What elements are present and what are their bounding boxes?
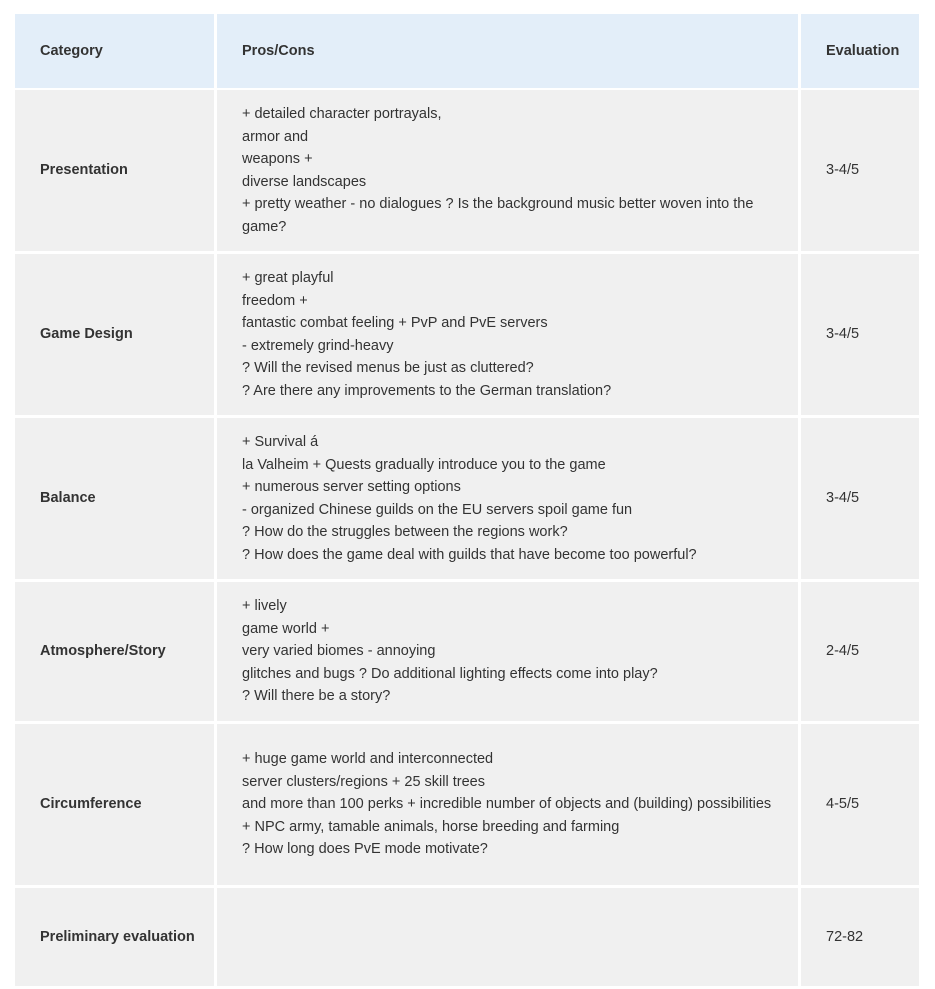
- category-cell: Presentation: [15, 90, 214, 254]
- pros-cons-line: very varied biomes - annoying: [242, 643, 436, 660]
- pros-cons-line: + NPC army, tamable animals, horse breeding and farming: [242, 818, 620, 835]
- pros-cons-cell: [214, 888, 798, 989]
- evaluation-cell: 4-5/5: [798, 724, 919, 888]
- pros-cons-line: weapons +: [242, 151, 313, 167]
- evaluation-cell: 72-82: [798, 888, 919, 989]
- category-cell: Game Design: [15, 254, 214, 418]
- pros-cons-line: + great playful: [242, 270, 334, 286]
- pros-cons-line: - extremely grind-heavy: [242, 337, 394, 354]
- pros-cons-line: ? How long does PvE mode motivate?: [242, 841, 488, 858]
- pros-cons-line: ? Will there be a story?: [242, 688, 391, 705]
- category-cell: Preliminary evaluation: [15, 888, 214, 989]
- pros-cons-line: + lively: [242, 598, 287, 615]
- pros-cons-line: ? How does the game deal with guilds that have become too powerful?: [242, 546, 697, 563]
- header-pros-cons: Pros/Cons: [214, 14, 798, 90]
- pros-cons-line: glitches and bugs ? Do additional lighting effects come into play?: [242, 665, 658, 682]
- evaluation-cell: 3-4/5: [798, 90, 919, 254]
- evaluation-cell: 2-4/5: [798, 582, 919, 724]
- pros-cons-line: diverse landscapes: [242, 173, 367, 190]
- table-row: [15, 254, 919, 418]
- pros-cons-line: freedom +: [242, 292, 308, 309]
- pros-cons-line: + pretty weather - no dialogues ? Is the background music better woven into the game?: [242, 196, 754, 235]
- review-table: [15, 14, 919, 989]
- table-row: [15, 90, 919, 254]
- pros-cons-cell: [214, 418, 798, 582]
- evaluation-cell: 3-4/5: [798, 254, 919, 418]
- pros-cons-cell: [214, 90, 798, 254]
- pros-cons-line: + Survival á: [242, 434, 319, 450]
- pros-cons-line: game world +: [242, 620, 330, 637]
- pros-cons-cell: [214, 582, 798, 724]
- pros-cons-line: + huge game world and interconnected: [242, 751, 494, 768]
- pros-cons-line: ? Are there any improvements to the German translation?: [242, 382, 612, 399]
- category-cell: Balance: [15, 418, 214, 582]
- pros-cons-line: - organized Chinese guilds on the EU servers spoil game fun: [242, 501, 633, 518]
- header-category: Category: [15, 14, 214, 90]
- pros-cons-line: fantastic combat feeling + PvP and PvE servers: [242, 315, 548, 331]
- category-cell: Circumference: [15, 724, 214, 888]
- pros-cons-line: and more than 100 perks + incredible number of objects and (building) possibilities: [242, 796, 772, 813]
- table-row: [15, 888, 919, 989]
- pros-cons-cell: [214, 724, 798, 888]
- pros-cons-line: armor and: [242, 128, 309, 145]
- evaluation-cell: 3-4/5: [798, 418, 919, 582]
- pros-cons-line: la Valheim + Quests gradually introduce you to the game: [242, 456, 606, 473]
- table-row: [15, 418, 919, 582]
- pros-cons-line: server clusters/regions + 25 skill trees: [242, 773, 485, 790]
- category-cell: Atmosphere/Story: [15, 582, 214, 724]
- pros-cons-line: ? How do the struggles between the regions work?: [242, 524, 568, 540]
- pros-cons-line: ? Will the revised menus be just as cluttered?: [242, 360, 534, 376]
- table-header-row: [15, 14, 919, 90]
- review-table-container: [15, 14, 919, 989]
- table-row: [15, 582, 919, 724]
- pros-cons-line: + numerous server setting options: [242, 479, 461, 495]
- table-row: [15, 724, 919, 888]
- header-evaluation: Evaluation: [798, 14, 919, 90]
- pros-cons-cell: [214, 254, 798, 418]
- pros-cons-line: + detailed character portrayals,: [242, 106, 442, 122]
